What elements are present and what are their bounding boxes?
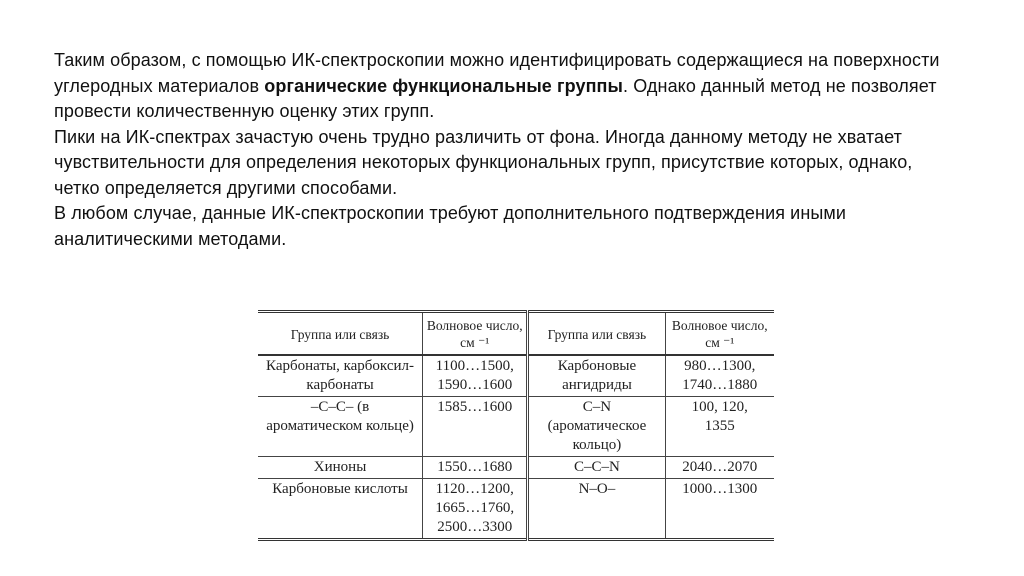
wavenumber-cell: 100, 120, 1355 bbox=[665, 397, 774, 457]
group-cell: Хиноны bbox=[258, 457, 423, 479]
wavenumber-cell: 2040…2070 bbox=[665, 457, 774, 479]
group-cell: C–C–N bbox=[528, 457, 665, 479]
group-cell: –C–C– (в ароматическом кольце) bbox=[258, 397, 423, 457]
header-wave-2: Волновое число, см ⁻¹ bbox=[665, 312, 774, 356]
group-cell: Карбоновые ангидриды bbox=[528, 355, 665, 397]
wavenumber-cell: 1550…1680 bbox=[423, 457, 528, 479]
group-cell: Карбоновые кислоты bbox=[258, 479, 423, 540]
group-cell: Карбонаты, карбоксил-карбонаты bbox=[258, 355, 423, 397]
paragraph-3: В любом случае, данные ИК-спектроскопии требуют дополнительного подтверждения иными аналитическими методами. bbox=[54, 203, 847, 249]
ir-table bbox=[258, 310, 774, 541]
paragraph-2: Пики на ИК-спектрах зачастую очень трудно различить от фона. Иногда данному методу не хватает чувствительности для определения некоторых функциональных групп, присутствие которых, однако, четко определяется другими способами. bbox=[54, 126, 913, 198]
text-block bbox=[54, 48, 954, 252]
group-cell: C–N (ароматическое кольцо) bbox=[528, 397, 665, 457]
wavenumber-cell: 980…1300, 1740…1880 bbox=[665, 355, 774, 397]
table-header-row bbox=[258, 312, 774, 356]
table-row bbox=[258, 397, 774, 457]
wavenumber-cell: 1120…1200, 1665…1760, 2500…3300 bbox=[423, 479, 528, 540]
table-row bbox=[258, 479, 774, 540]
header-group-1: Группа или связь bbox=[258, 312, 423, 356]
paragraph-1-start: Таким образом, с помощью ИК-спектроскопии можно идентифицировать содержащиеся на поверхности углеродных материалов bbox=[54, 50, 940, 96]
group-cell: N–O– bbox=[528, 479, 665, 540]
paragraph-1-end: . Однако данный метод не позволяет провести количественную оценку этих групп. bbox=[54, 75, 937, 121]
paragraph-1 bbox=[54, 48, 954, 125]
wavenumber-cell: 1000…1300 bbox=[665, 479, 774, 540]
header-group-2: Группа или связь bbox=[528, 312, 665, 356]
paragraph-1-bold: органические функциональные группы bbox=[264, 75, 624, 96]
wavenumber-cell: 1100…1500, 1590…1600 bbox=[423, 355, 528, 397]
table-row bbox=[258, 355, 774, 397]
header-wave-1: Волновое число, см ⁻¹ bbox=[423, 312, 528, 356]
wavenumber-cell: 1585…1600 bbox=[423, 397, 528, 457]
table-row bbox=[258, 457, 774, 479]
